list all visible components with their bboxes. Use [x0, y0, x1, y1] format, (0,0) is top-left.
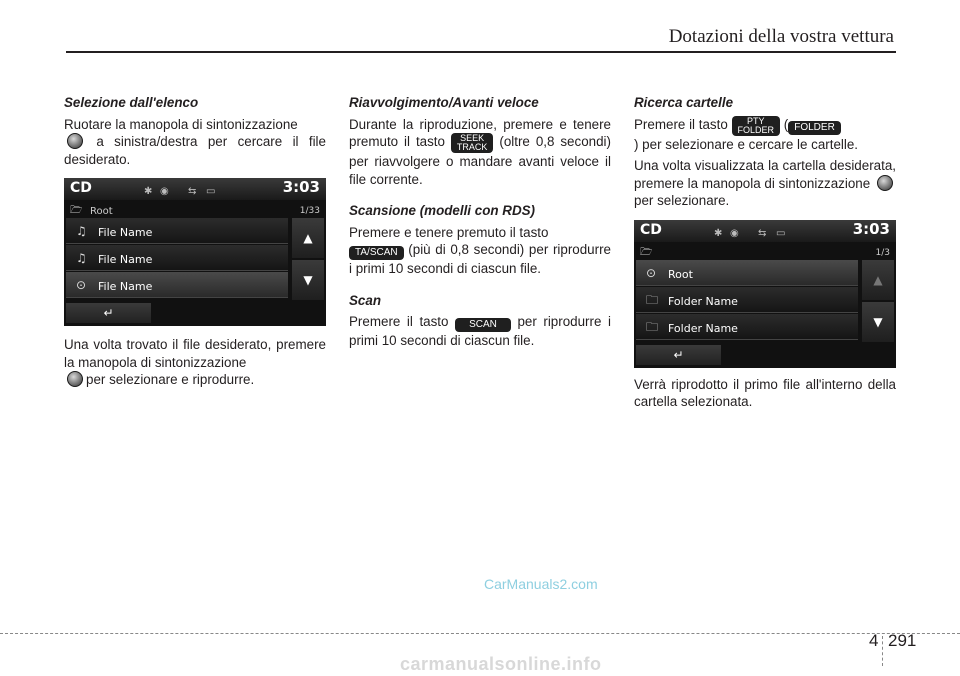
folder-open-icon: 🗁	[70, 205, 83, 216]
text-rotate-b: a sinistra/destra per cercare il file desiderato.	[64, 134, 326, 167]
folder-label: FOLDER	[737, 124, 775, 135]
list-item-label: File Name	[98, 280, 153, 293]
ta-scan-button: TA/SCAN	[349, 246, 404, 260]
text-scan-b: per riprodurre i primi 10 secondi di ciascun file.	[349, 314, 611, 348]
heading-ricerca-cartelle: Ricerca cartelle	[634, 95, 734, 110]
pty-folder-button	[732, 116, 781, 136]
clock-time: 3:03	[282, 178, 320, 196]
seek-label: SEEK	[460, 133, 485, 143]
text-scansione-b: (più di 0,8 secondi) per riprodurre i primi 10 secondi di ciascun file.	[349, 242, 611, 276]
text-scan-a: Premere il tasto	[349, 314, 449, 329]
music-note-icon: ♫	[76, 224, 87, 238]
source-label: CD	[640, 221, 662, 238]
disc-icon: ◉	[160, 186, 169, 197]
disc-icon: ◉	[730, 227, 739, 239]
list-item[interactable]	[636, 287, 858, 313]
text-rotate-a: Ruotare la manopola di sintonizzazione	[64, 116, 298, 132]
list-item[interactable]	[66, 218, 288, 244]
folder-path-row	[634, 242, 896, 259]
paragraph-scan	[349, 313, 611, 350]
scroll-down-button[interactable]	[292, 260, 324, 300]
watermark-text: CarManuals2.com	[484, 576, 598, 592]
list-item[interactable]	[636, 314, 858, 340]
paragraph-scansione	[349, 224, 611, 278]
heading-selezione: Selezione dall'elenco	[64, 95, 199, 110]
tuning-knob-icon	[67, 371, 83, 387]
music-note-icon: ♫	[76, 251, 87, 265]
scroll-down-button[interactable]	[862, 302, 894, 342]
scan-button: SCAN	[455, 318, 511, 332]
usb-icon: ⇆	[188, 186, 197, 197]
back-button[interactable]	[636, 345, 721, 365]
play-circle-icon: ⊙	[646, 265, 657, 280]
heading-scan: Scan	[349, 292, 382, 308]
folder-icon: 🗀	[646, 319, 659, 334]
bluetooth-icon: ✱	[714, 227, 723, 239]
footer-rule	[0, 633, 960, 634]
paragraph-verra: Verrà riprodotto il primo file all'interno della cartella selezionata.	[634, 376, 896, 409]
page-number: 291	[888, 631, 917, 650]
text-ricerca-a: Premere il tasto	[634, 116, 728, 132]
list-item[interactable]	[66, 245, 288, 271]
header-rule	[66, 51, 896, 53]
back-arrow-icon: ↵	[103, 306, 114, 320]
battery-icon: ▭	[206, 186, 216, 197]
folder-button: FOLDER	[788, 121, 841, 135]
chapter-number: 4	[869, 631, 879, 650]
heading-rewind-ff: Riavvolgimento/Avanti veloce	[349, 95, 539, 110]
list-item-selected[interactable]	[636, 260, 858, 286]
folder-path: Root	[90, 206, 113, 217]
text-rewind-a: Durante la riproduzione, premere e tenere premuto il tasto	[349, 116, 611, 149]
paragraph-rewind-ff	[349, 116, 611, 189]
pty-label: PTY	[747, 115, 765, 126]
bluetooth-icon: ✱	[144, 186, 153, 197]
arrow-up-icon: ▲	[303, 231, 313, 245]
column-2	[349, 94, 611, 350]
text-scansione-a: Premere e tenere premuto il tasto	[349, 224, 549, 240]
list-item-label: Folder Name	[668, 294, 738, 308]
cd-folder-list-screen	[634, 220, 896, 368]
text-visualizzata-b: per selezionare.	[634, 193, 730, 208]
source-label: CD	[70, 180, 92, 196]
list-item-label: Folder Name	[668, 321, 738, 335]
paragraph-rotate	[64, 116, 326, 169]
list-item-label: Root	[668, 267, 693, 281]
arrow-down-icon: ▼	[303, 273, 313, 287]
track-counter: 1/33	[299, 206, 320, 216]
column-1	[64, 94, 326, 389]
paragraph-ricerca	[634, 116, 896, 154]
scroll-up-button[interactable]	[862, 260, 894, 300]
running-header-title: Dotazioni della vostra vettura	[668, 26, 894, 47]
paragraph-visualizzata	[634, 157, 896, 210]
text-paren-open: (	[783, 116, 789, 132]
folder-path-row	[64, 200, 326, 217]
battery-icon: ▭	[776, 227, 786, 239]
scroll-up-button[interactable]	[292, 218, 324, 258]
back-button[interactable]	[66, 303, 151, 323]
arrow-down-icon: ▼	[873, 314, 883, 329]
text-found-a: Una volta trovato il file desiderato, premere la manopola di sintonizzazione	[64, 337, 326, 370]
usb-icon: ⇆	[758, 227, 767, 239]
play-circle-icon: ⊙	[76, 278, 87, 292]
cd-file-list-screen	[64, 178, 326, 326]
list-item-selected[interactable]	[66, 272, 288, 298]
folder-open-icon: 🗁	[640, 246, 653, 258]
tuning-knob-icon	[877, 175, 893, 191]
site-watermark: carmanualsonline.info	[400, 654, 602, 674]
list-item-label: File Name	[98, 253, 153, 266]
text-rewind-b: (oltre 0,8 secondi) per riavvolgere o mandare avanti veloce il file corrente.	[349, 134, 611, 187]
paragraph-found	[64, 336, 326, 389]
tuning-knob-icon	[67, 133, 83, 149]
track-label: TRACK	[456, 142, 488, 152]
text-visualizzata-a: Una volta visualizzata la cartella desiderata, premere la manopola di sintonizzazione	[634, 158, 896, 191]
text-ricerca-b: ) per selezionare e cercare le cartelle.	[634, 136, 859, 152]
arrow-up-icon: ▲	[873, 272, 883, 287]
screen-status-bar	[634, 220, 896, 242]
back-arrow-icon: ↵	[673, 347, 684, 362]
folder-icon: 🗀	[646, 292, 659, 307]
page-number-divider	[882, 636, 884, 666]
list-item-label: File Name	[98, 226, 153, 239]
column-3	[634, 94, 896, 411]
screen-status-bar	[64, 178, 326, 200]
clock-time: 3:03	[852, 219, 890, 238]
folder-counter: 1/3	[875, 247, 890, 258]
heading-scansione-rds: Scansione (modelli con RDS)	[349, 203, 536, 218]
seek-track-button	[451, 133, 494, 153]
text-found-b: per selezionare e riprodurre.	[86, 372, 255, 387]
